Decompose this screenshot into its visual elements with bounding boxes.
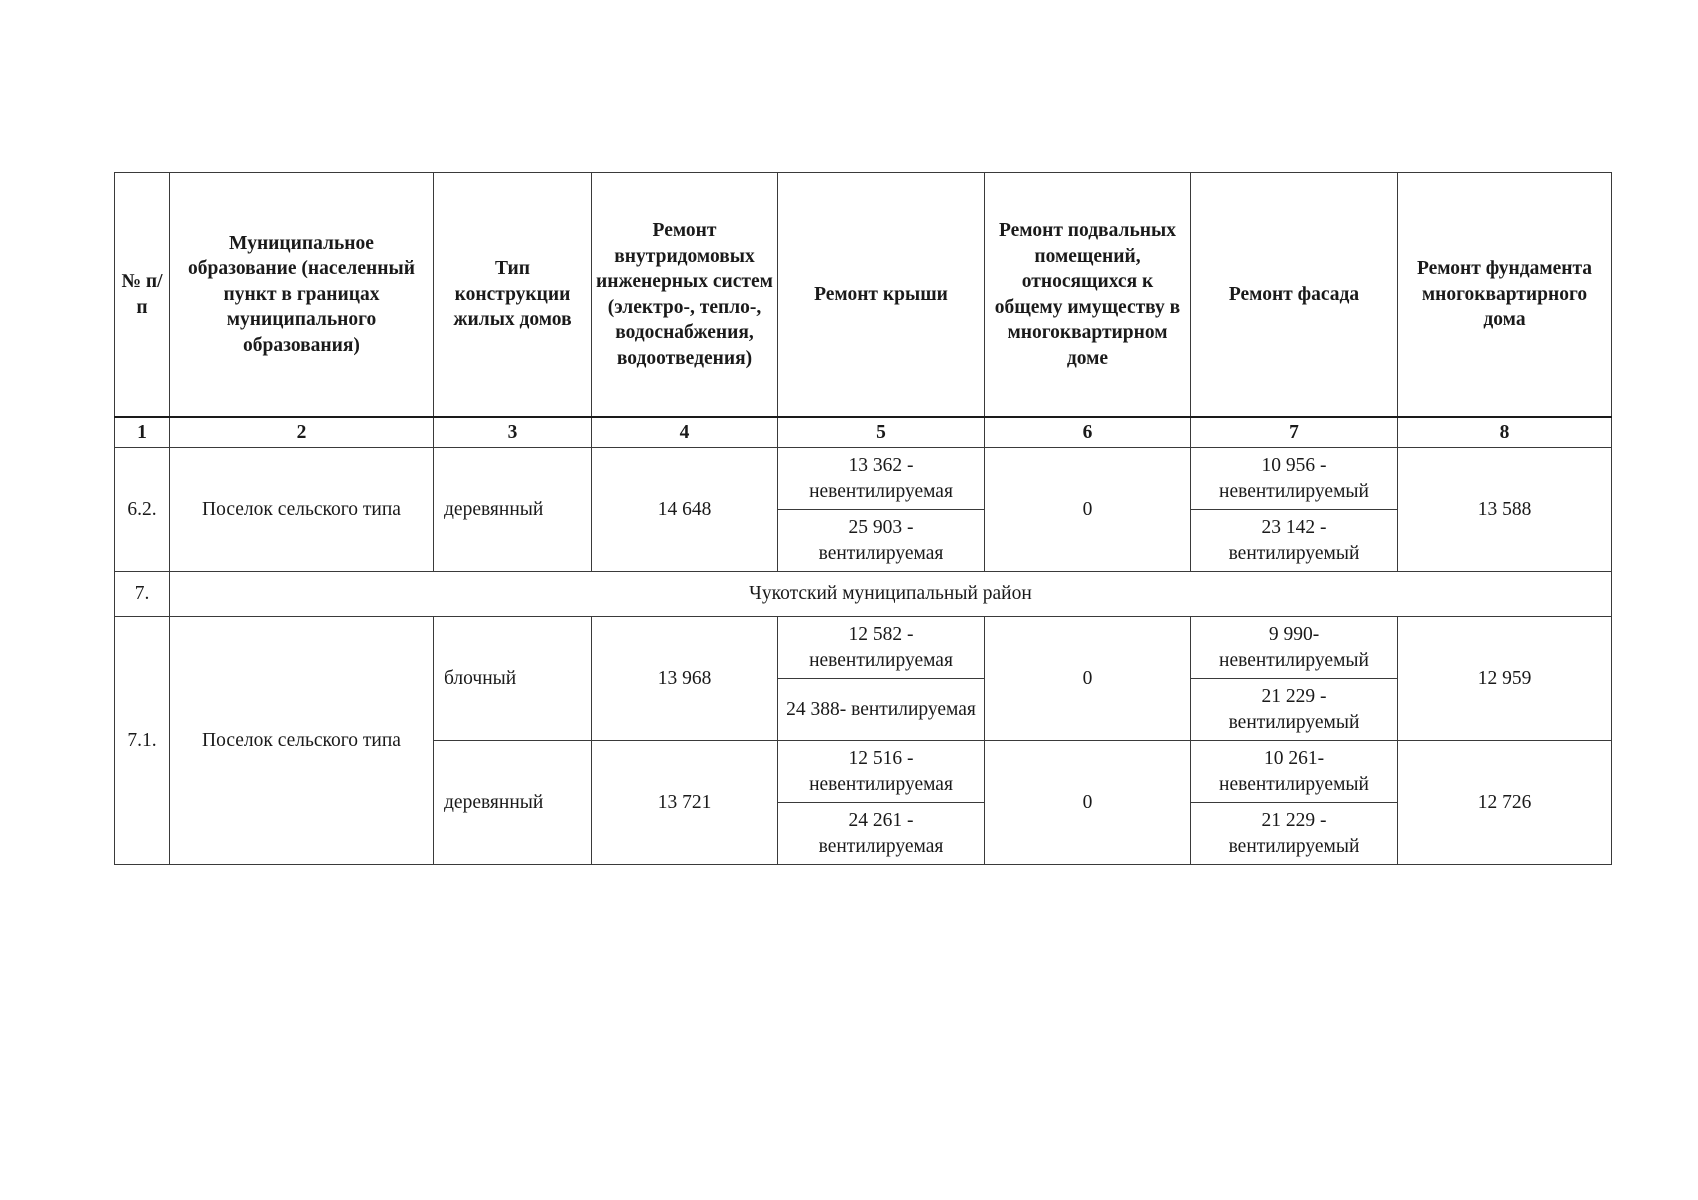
header-engineering-systems: Ремонт внутридомовых инженерных систем (электро-, тепло-, водоснабжения, водоотведения)	[592, 173, 778, 418]
facade-nonventilated-cell: 10 261- невентилируемый	[1191, 741, 1398, 803]
header-basement: Ремонт подвальных помещений, относящихся к общему имуществу в многоквартирном доме	[985, 173, 1191, 418]
construction-type-cell: деревянный	[434, 741, 592, 865]
column-number: 6	[985, 417, 1191, 448]
facade-ventilated-cell: 21 229 - вентилируемый	[1191, 803, 1398, 865]
district-row	[115, 572, 1612, 617]
roof-nonventilated-cell: 12 582 - невентилируемая	[778, 617, 985, 679]
foundation-cost-cell: 12 959	[1398, 617, 1612, 741]
column-number: 5	[778, 417, 985, 448]
facade-nonventilated-cell: 9 990- невентилируемый	[1191, 617, 1398, 679]
basement-cost-cell: 0	[985, 617, 1191, 741]
roof-ventilated-cell: 24 388- вентилируемая	[778, 679, 985, 741]
municipality-cell: Поселок сельского типа	[170, 448, 434, 572]
facade-ventilated-cell: 21 229 - вентилируемый	[1191, 679, 1398, 741]
systems-cost-cell: 13 721	[592, 741, 778, 865]
header-number: № п/п	[115, 173, 170, 418]
row-number: 7.1.	[115, 617, 170, 865]
header-municipality: Муниципальное образование (населенный пункт в границах муниципального образования)	[170, 173, 434, 418]
roof-nonventilated-cell: 12 516 - невентилируемая	[778, 741, 985, 803]
foundation-cost-cell: 13 588	[1398, 448, 1612, 572]
facade-nonventilated-cell: 10 956 - невентилируемый	[1191, 448, 1398, 510]
row-number: 7.	[115, 572, 170, 617]
header-construction-type: Тип конструкции жилых домов	[434, 173, 592, 418]
header-roof: Ремонт крыши	[778, 173, 985, 418]
row-number: 6.2.	[115, 448, 170, 572]
systems-cost-cell: 14 648	[592, 448, 778, 572]
column-number: 7	[1191, 417, 1398, 448]
basement-cost-cell: 0	[985, 448, 1191, 572]
roof-ventilated-cell: 24 261 - вентилируемая	[778, 803, 985, 865]
column-number: 1	[115, 417, 170, 448]
municipality-cell: Поселок сельского типа	[170, 617, 434, 865]
district-name: Чукотский муниципальный район	[170, 572, 1612, 617]
header-foundation: Ремонт фундамента многоквартирного дома	[1398, 173, 1612, 418]
roof-nonventilated-cell: 13 362 - невентилируемая	[778, 448, 985, 510]
facade-ventilated-cell: 23 142 - вентилируемый	[1191, 510, 1398, 572]
column-number-row	[115, 417, 1612, 448]
systems-cost-cell: 13 968	[592, 617, 778, 741]
table-row	[115, 617, 1612, 679]
column-number: 8	[1398, 417, 1612, 448]
repair-cost-table	[114, 172, 1612, 865]
header-facade: Ремонт фасада	[1191, 173, 1398, 418]
column-number: 4	[592, 417, 778, 448]
column-number: 2	[170, 417, 434, 448]
roof-ventilated-cell: 25 903 - вентилируемая	[778, 510, 985, 572]
construction-type-cell: блочный	[434, 617, 592, 741]
column-number: 3	[434, 417, 592, 448]
table-header-row	[115, 173, 1612, 418]
table-row	[115, 448, 1612, 510]
construction-type-cell: деревянный	[434, 448, 592, 572]
foundation-cost-cell: 12 726	[1398, 741, 1612, 865]
basement-cost-cell: 0	[985, 741, 1191, 865]
